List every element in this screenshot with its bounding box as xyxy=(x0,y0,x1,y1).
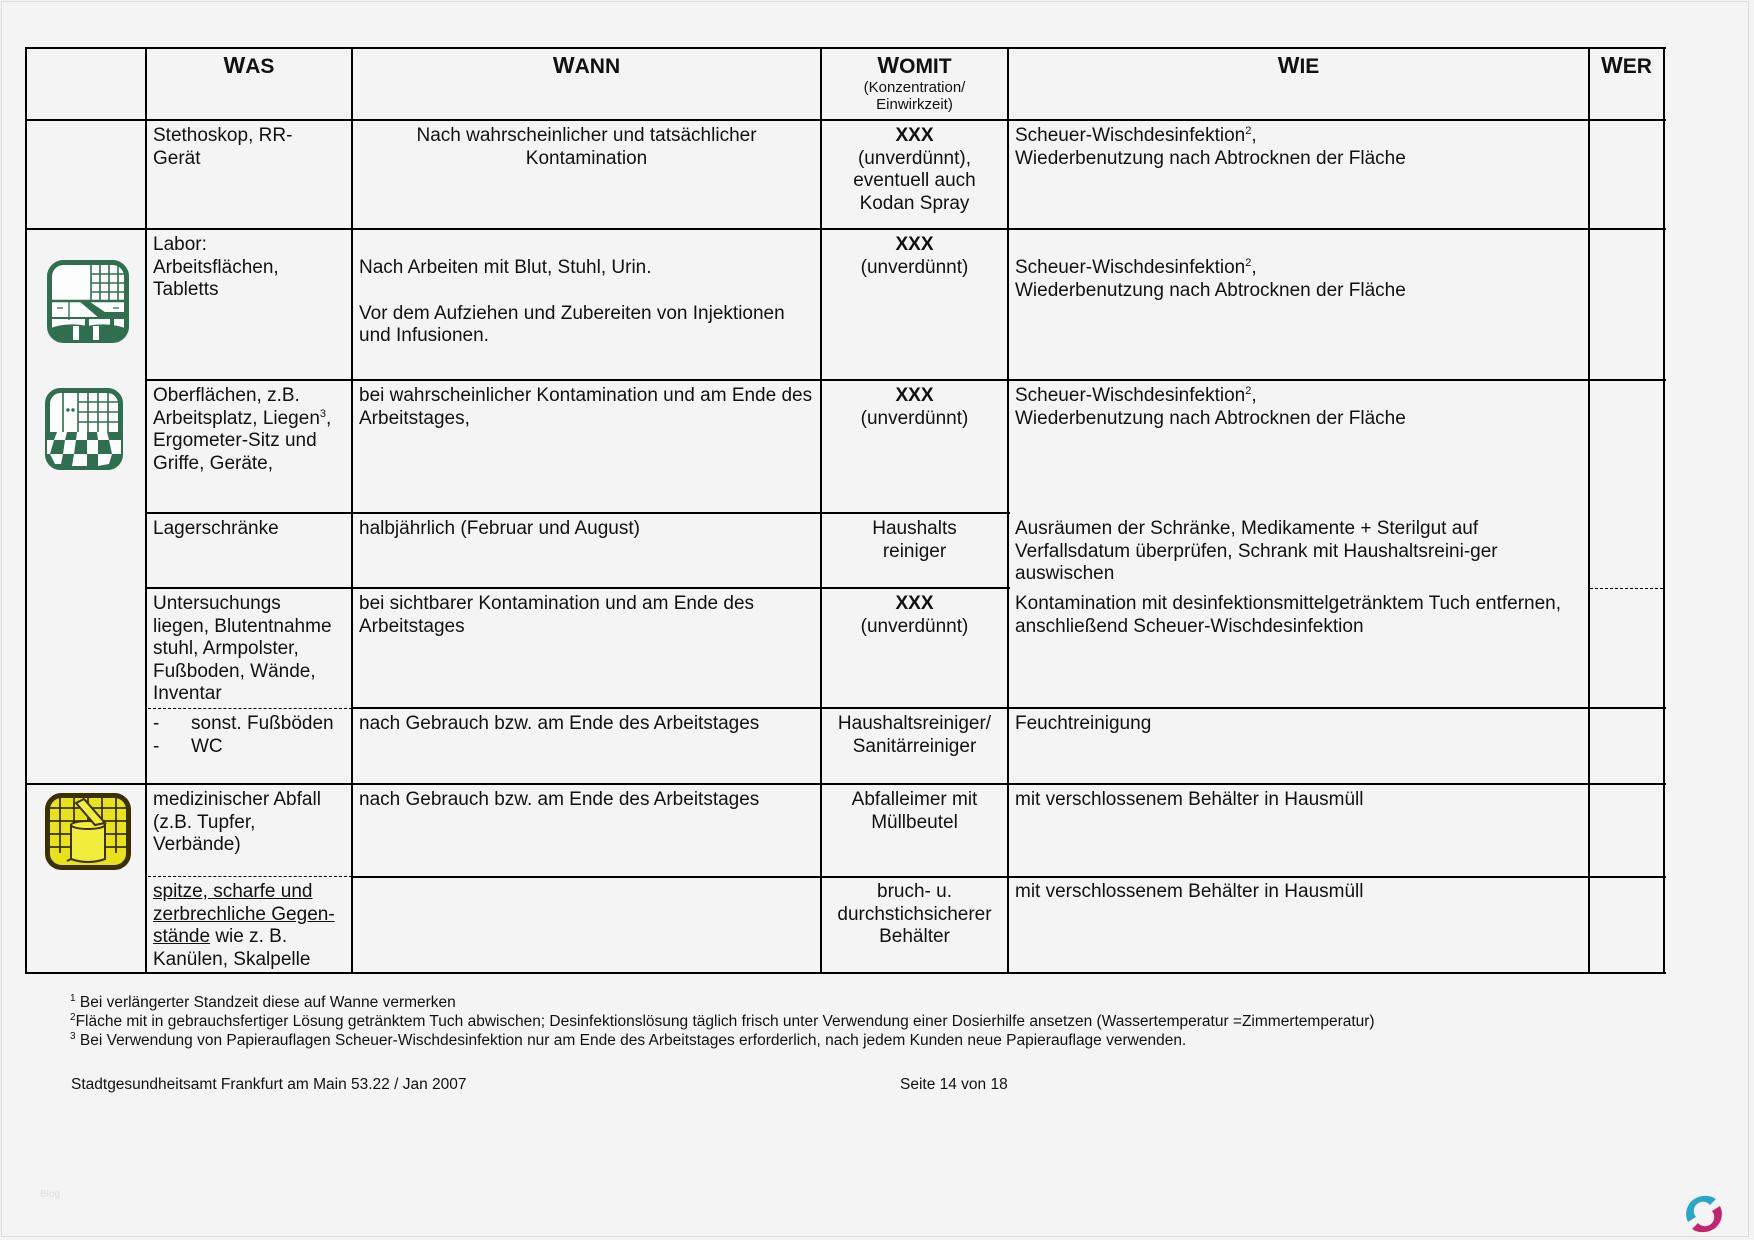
row5-was: Untersuchungs liegen, Blutentnahme stuhl, Armpolster, Fußboden, Wände, Inventar xyxy=(153,593,332,704)
row1-womit: XXX (unverdünnt), eventuell auch Kodan Spray xyxy=(853,125,976,214)
row2-wann: Nach Arbeiten mit Blut, Stuhl, Urin. Vor dem Aufziehen und Zubereiten von Injektionen und Infusionen. xyxy=(359,257,785,346)
row1-wie: Scheuer-Wischdesinfektion$^2$, Wiederbenutzung nach Abtrocknen der Fläche xyxy=(1015,125,1406,169)
brand-logo-icon xyxy=(1683,1193,1725,1235)
floor-tiles-room-icon xyxy=(45,388,123,470)
footnote-2: $^2$Fläche mit in gebrauchsfertiger Lösung getränktem Tuch abwischen; Desinfektionslösung täglich frisch unter Verwendung einer Dosierhilfe ansetzen (Wassertemperatur =Zimmertemperatur) xyxy=(70,1012,1375,1030)
list-item: - sonst. Fußböden xyxy=(153,713,334,734)
row5-wie: Kontamination mit desinfektionsmittelgetränktem Tuch entfernen, anschließend Scheuer-Wischdesinfektion xyxy=(1015,593,1562,637)
footnote-ref: 2 xyxy=(1245,385,1252,397)
header-was: WAS xyxy=(223,52,275,78)
row7-wann: nach Gebrauch bzw. am Ende des Arbeitstages xyxy=(359,789,760,810)
footer-source: Stadtgesundheitsamt Frankfurt am Main 53.22 / Jan 2007 xyxy=(71,1076,467,1093)
row1-wann: Nach wahrscheinlicher und tatsächlicher Kontamination xyxy=(416,125,757,169)
row2-was: Labor: Arbeitsflächen, Tabletts xyxy=(153,234,279,300)
row7-was: medizinischer Abfall (z.B. Tupfer, Verbände) xyxy=(153,789,321,855)
footnote-3: $^3$ Bei Verwendung von Papierauflagen Scheuer-Wischdesinfektion nur am Ende des Arbeitstages erforderlich, nach jedem Kunden neue Papierauflage verwenden. xyxy=(70,1031,1187,1049)
row5-wann: bei sichtbarer Kontamination und am Ende des Arbeitstages xyxy=(359,593,755,637)
row6-wann: nach Gebrauch bzw. am Ende des Arbeitstages xyxy=(359,713,760,734)
row3-wie: Scheuer-Wischdesinfektion$^2$, Wiederbenutzung nach Abtrocknen der Fläche xyxy=(1015,385,1406,429)
header-wann: WANN xyxy=(552,52,621,78)
laboratory-workspace-icon xyxy=(47,260,129,343)
row2-wie: Scheuer-Wischdesinfektion$^2$, Wiederbenutzung nach Abtrocknen der Fläche xyxy=(1015,257,1406,301)
row4-womit: Haushalts reiniger xyxy=(872,518,957,562)
footnote-ref: 3 xyxy=(319,407,327,420)
header-wer: WER xyxy=(1601,52,1652,78)
row4-was: Lagerschränke xyxy=(153,518,279,539)
row1-was: Stethoskop, RR- Gerät xyxy=(153,125,293,169)
row6-womit: Haushaltsreiniger/ Sanitärreiniger xyxy=(837,713,992,757)
footnote-ref: 2 xyxy=(1245,257,1252,269)
header-wie: WIE xyxy=(1277,52,1320,78)
row6-was xyxy=(146,709,352,762)
row3-wann: bei wahrscheinlicher Kontamination und am Ende des Arbeitstages, xyxy=(359,385,813,429)
row4-wann: halbjährlich (Februar und August) xyxy=(359,518,640,539)
footnote-ref: 2 xyxy=(1245,125,1252,137)
list-item: - WC xyxy=(153,735,223,757)
watermark-text: Blog xyxy=(40,1189,61,1200)
header-womit-subtitle: (Konzentration/ Einwirkzeit) xyxy=(863,78,966,113)
row2-womit: XXX (unverdünnt) xyxy=(860,234,969,278)
row5-womit: XXX (unverdünnt) xyxy=(860,593,969,637)
row6-wie: Feuchtreinigung xyxy=(1015,713,1152,734)
row8-womit: bruch- u. durchstichsicherer Behälter xyxy=(837,881,992,947)
waste-bin-icon xyxy=(45,793,131,870)
row7-womit: Abfalleimer mit Müllbeutel xyxy=(851,789,978,833)
row4-wie: Ausräumen der Schränke, Medikamente + Sterilgut auf Verfallsdatum überprüfen, Schrank mit Haushaltsreini-ger auswischen xyxy=(1015,518,1498,584)
row8-was: spitze, scharfe und zerbrechliche Gegen- stände wie z. B. Kanülen, Skalpelle xyxy=(153,881,335,970)
footnote-1: $^1$ Bei verlängerter Standzeit diese auf Wanne vermerken xyxy=(70,993,456,1011)
header-womit: WOMIT (Konzentration/ Einwirkzeit) xyxy=(821,48,1008,120)
row3-was: Oberflächen, z.B. Arbeitsplatz, Liegen$^3$, Ergometer-Sitz und Griffe, Geräte, xyxy=(153,385,332,474)
row8-wie: mit verschlossenem Behälter in Hausmüll xyxy=(1015,881,1364,902)
row3-womit: XXX (unverdünnt) xyxy=(860,385,969,429)
row7-wie: mit verschlossenem Behälter in Hausmüll xyxy=(1015,789,1364,810)
page-number: Seite 14 von 18 xyxy=(900,1076,1008,1093)
